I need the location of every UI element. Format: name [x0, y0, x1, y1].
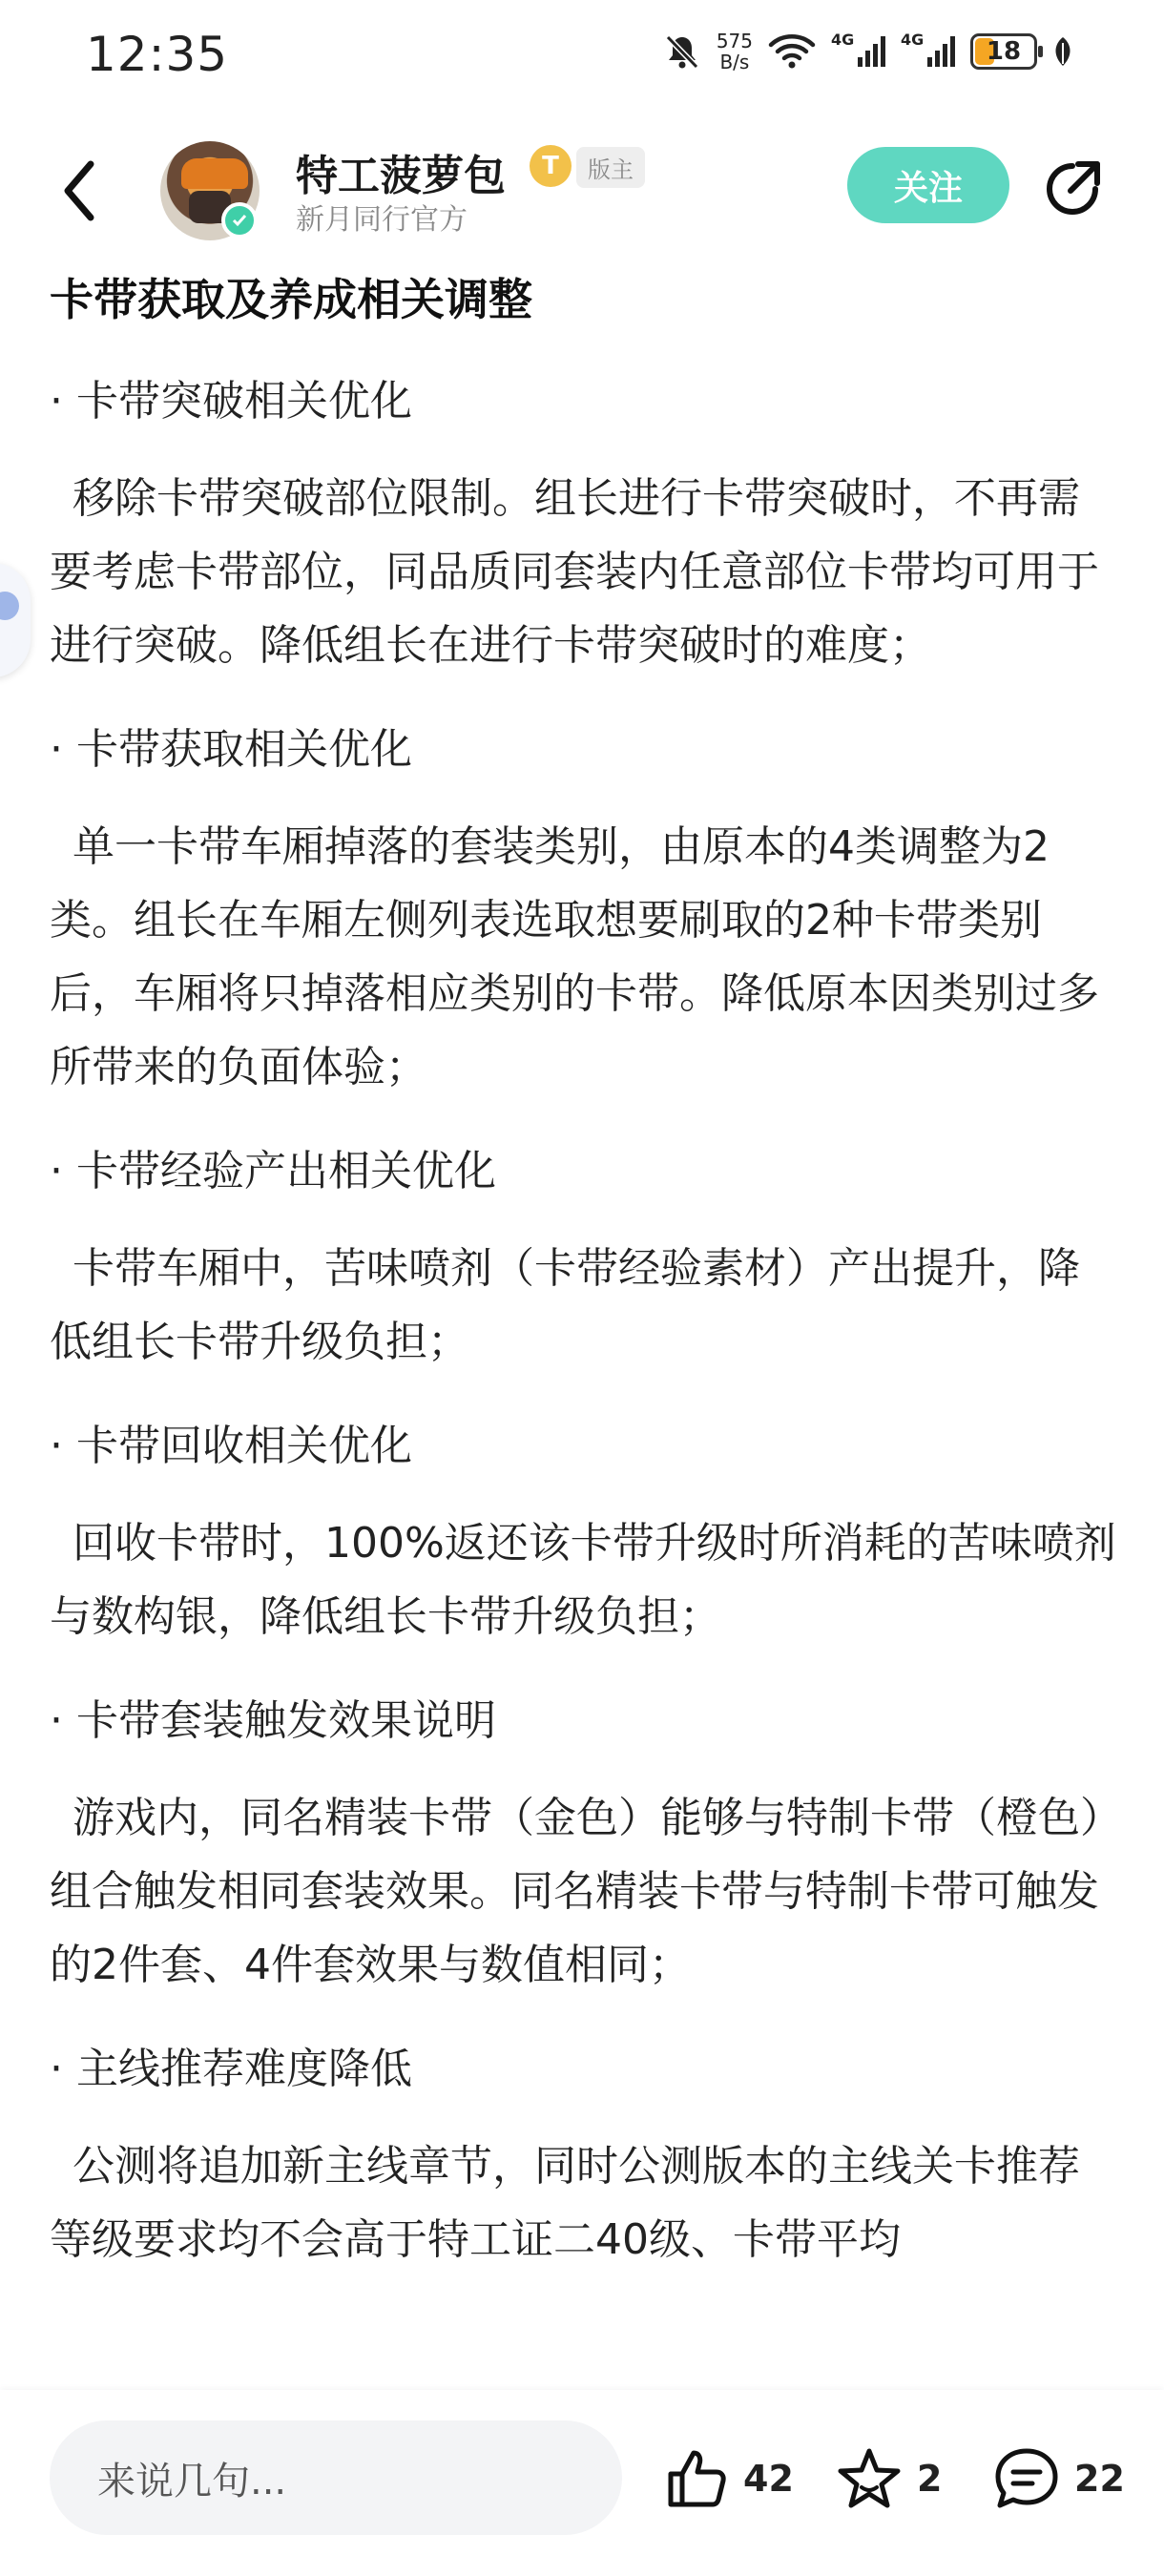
comment-count: 22	[1074, 2458, 1125, 2500]
section-body: 公测将追加新主线章节，同时公测版本的主线关卡推荐等级要求均不会高于特工证二40级、卡带平均	[50, 2142, 1080, 2264]
share-icon	[1040, 155, 1107, 221]
battery-level: 18	[986, 37, 1022, 66]
section	[50, 1688, 1118, 2002]
section-heading: · 卡带突破相关优化	[50, 377, 412, 426]
signal-2-label: 4G	[901, 31, 925, 49]
net-speed-value: 575	[716, 30, 753, 52]
level-badge-icon: T	[530, 145, 572, 187]
battery-icon	[970, 33, 1037, 70]
wifi-icon	[768, 33, 816, 70]
back-button[interactable]	[52, 153, 110, 229]
section-body: 回收卡带时，100%返还该卡带升级时所消耗的苦味喷剂与数构银，降低组长卡带升级负担；	[50, 1519, 1116, 1641]
bottom-action-bar	[0, 2390, 1164, 2576]
like-button[interactable]	[663, 2445, 794, 2512]
section-heading: · 卡带经验产出相关优化	[50, 1147, 496, 1195]
section-body: 卡带车厢中，苦味喷剂（卡带经验素材）产出提升，降低组长卡带升级负担；	[50, 1244, 1080, 1366]
author-subtitle: 新月同行官方	[296, 203, 468, 237]
author-name[interactable]: 特工菠萝包	[296, 152, 506, 200]
favorite-button[interactable]	[835, 2445, 942, 2512]
share-button[interactable]	[1040, 155, 1107, 221]
status-icons	[663, 31, 1073, 73]
follow-button[interactable]: 关注	[847, 147, 1009, 223]
section	[50, 2036, 1118, 2276]
section	[50, 1138, 1118, 1379]
section-heading: · 卡带获取相关优化	[50, 725, 412, 774]
section-body: 单一卡带车厢掉落的套装类别，由原本的4类调整为2类。组长在车厢左侧列表选取想要刷取的2种卡带类别后，车厢将只掉落相应类别的卡带。降低原本因类别过多所带来的负面体验；	[50, 822, 1099, 1091]
like-count: 42	[743, 2458, 794, 2500]
net-speed	[717, 31, 753, 73]
verified-icon	[221, 202, 258, 239]
section-heading: · 主线推荐难度降低	[50, 2045, 412, 2093]
signal-1-label: 4G	[831, 31, 855, 49]
comment-button[interactable]	[992, 2445, 1125, 2512]
floating-side-widget[interactable]	[0, 563, 31, 677]
net-speed-unit: B/s	[719, 51, 750, 73]
section	[50, 1413, 1118, 1653]
section-body: 移除卡带突破部位限制。组长进行卡带突破时，不再需要考虑卡带部位，同品质同套装内任意部位卡带均可用于进行突破。降低组长在进行卡带突破时的难度；	[50, 474, 1099, 670]
post-content	[50, 265, 1118, 2276]
role-badge: 版主	[576, 147, 645, 188]
section-heading: · 卡带回收相关优化	[50, 1422, 412, 1470]
post-header	[0, 114, 1164, 277]
signal-icon	[831, 31, 885, 67]
favorite-count: 2	[917, 2458, 943, 2500]
section-body: 游戏内，同名精装卡带（金色）能够与特制卡带（橙色）组合触发相同套装效果。同名精装卡带与特制卡带可触发的2件套、4件套效果与数值相同；	[50, 1794, 1101, 1989]
status-time: 12:35	[86, 27, 229, 82]
bell-muted-icon	[663, 32, 701, 71]
post-title: 卡带获取及养成相关调整	[50, 274, 532, 325]
thumbs-up-icon	[663, 2445, 730, 2512]
star-icon	[835, 2445, 904, 2512]
section	[50, 717, 1118, 1104]
section-heading: · 卡带套装触发效果说明	[50, 1696, 496, 1745]
comment-input[interactable]: 来说几句...	[50, 2420, 622, 2535]
leaf-icon	[1052, 35, 1073, 68]
section	[50, 368, 1118, 682]
signal-icon	[901, 31, 955, 67]
status-bar	[0, 0, 1164, 114]
comment-bubble-icon	[992, 2445, 1061, 2512]
chevron-left-icon	[52, 153, 110, 229]
